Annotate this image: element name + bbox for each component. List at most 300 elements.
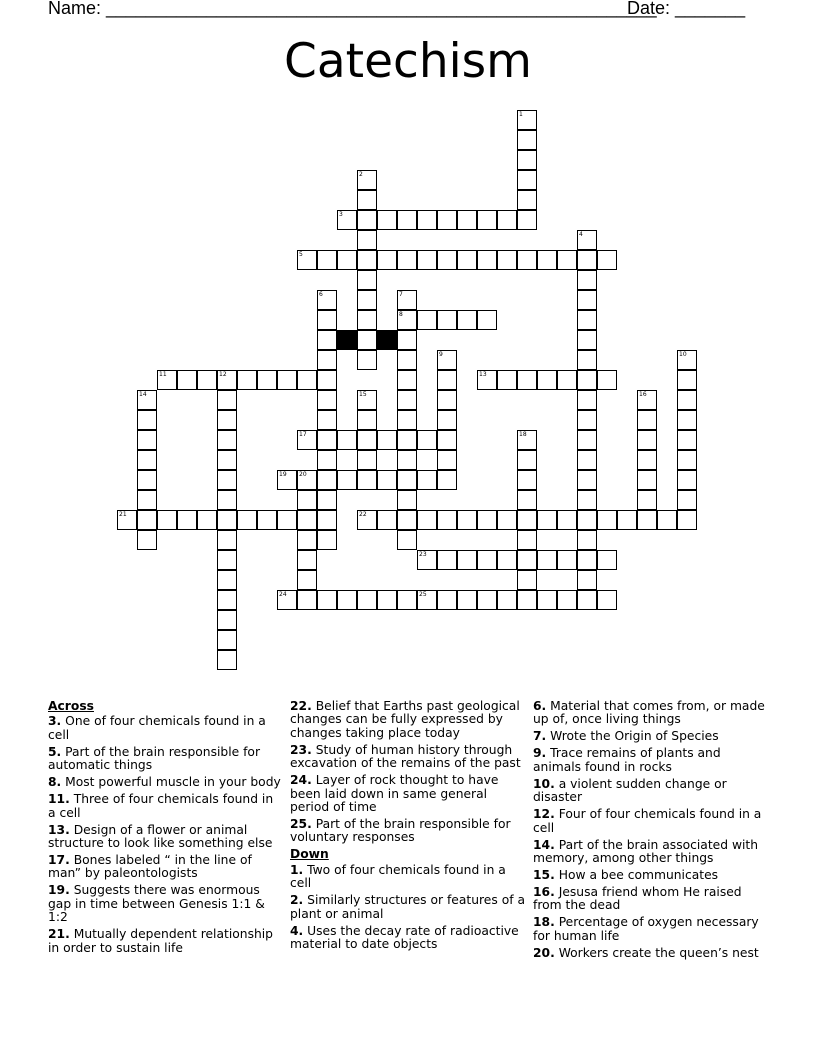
- grid-cell[interactable]: [317, 590, 337, 610]
- grid-cell[interactable]: [357, 510, 377, 530]
- grid-cell[interactable]: [277, 590, 297, 610]
- grid-cell[interactable]: [317, 410, 337, 430]
- grid-cell[interactable]: [457, 510, 477, 530]
- grid-cell[interactable]: [417, 470, 437, 490]
- grid-cell[interactable]: [297, 550, 317, 570]
- clue-item: [290, 864, 525, 891]
- across-clues-continued: [290, 700, 525, 845]
- clue-number: 23: [419, 551, 427, 558]
- grid-cell[interactable]: [477, 590, 497, 610]
- grid-cell[interactable]: [357, 310, 377, 330]
- clue-number: 2: [359, 171, 363, 178]
- grid-cell[interactable]: [357, 170, 377, 190]
- grid-cell[interactable]: [157, 510, 177, 530]
- grid-cell[interactable]: [237, 370, 257, 390]
- grid-cell[interactable]: [177, 370, 197, 390]
- grid-cell[interactable]: [517, 430, 537, 450]
- grid-cell[interactable]: [417, 210, 437, 230]
- clue-number-label: 12.: [533, 807, 555, 822]
- grid-cell[interactable]: [357, 190, 377, 210]
- grid-cell[interactable]: [217, 430, 237, 450]
- grid-cell[interactable]: [137, 430, 157, 450]
- grid-cell[interactable]: [577, 550, 597, 570]
- grid-cell[interactable]: [577, 290, 597, 310]
- grid-cell[interactable]: [497, 590, 517, 610]
- grid-cell[interactable]: [637, 430, 657, 450]
- clue-number-label: 14.: [533, 837, 555, 852]
- clue-item: [290, 700, 525, 740]
- clue-text: Layer of rock thought to have been laid down in same general period of time: [290, 773, 499, 815]
- grid-cell[interactable]: [517, 450, 537, 470]
- grid-cell[interactable]: [177, 510, 197, 530]
- grid-cell[interactable]: [597, 590, 617, 610]
- grid-cell[interactable]: [637, 390, 657, 410]
- grid-cell[interactable]: [317, 510, 337, 530]
- grid-cell[interactable]: [277, 470, 297, 490]
- grid-cell[interactable]: [437, 210, 457, 230]
- grid-cell[interactable]: [297, 370, 317, 390]
- grid-cell[interactable]: [537, 590, 557, 610]
- grid-cell[interactable]: [137, 390, 157, 410]
- grid-cell[interactable]: [377, 470, 397, 490]
- grid-cell[interactable]: [597, 510, 617, 530]
- grid-cell[interactable]: [457, 310, 477, 330]
- grid-cell[interactable]: [217, 450, 237, 470]
- clue-number-label: 23.: [290, 742, 312, 757]
- grid-cell[interactable]: [317, 370, 337, 390]
- clue-item: [48, 854, 283, 881]
- clue-number-label: 24.: [290, 773, 312, 788]
- clue-item: [48, 776, 283, 789]
- grid-cell[interactable]: [217, 630, 237, 650]
- clue-number-label: 7.: [533, 729, 547, 744]
- grid-cell[interactable]: [357, 450, 377, 470]
- grid-cell[interactable]: [357, 390, 377, 410]
- clue-number-label: 20.: [533, 945, 555, 960]
- grid-cell[interactable]: [117, 510, 137, 530]
- grid-cell[interactable]: [497, 510, 517, 530]
- grid-cell[interactable]: [437, 430, 457, 450]
- grid-cell[interactable]: [217, 370, 237, 390]
- grid-cell[interactable]: [597, 550, 617, 570]
- grid-cell[interactable]: [217, 610, 237, 630]
- grid-cell[interactable]: [437, 470, 457, 490]
- grid-cell[interactable]: [597, 370, 617, 390]
- clue-number-label: 25.: [290, 817, 312, 832]
- clue-text: Design of a flower or animal structure to look like something else: [48, 822, 273, 851]
- clue-text: Similarly structures or features of a plant or animal: [290, 893, 525, 921]
- grid-cell[interactable]: [317, 290, 337, 310]
- grid-cell[interactable]: [317, 430, 337, 450]
- clue-item: [48, 793, 283, 820]
- grid-cell[interactable]: [677, 490, 697, 510]
- grid-cell[interactable]: [217, 590, 237, 610]
- grid-cell[interactable]: [397, 410, 417, 430]
- grid-cell[interactable]: [197, 510, 217, 530]
- grid-cell[interactable]: [137, 490, 157, 510]
- grid-cell[interactable]: [357, 270, 377, 290]
- grid-cell[interactable]: [497, 550, 517, 570]
- grid-cell[interactable]: [357, 290, 377, 310]
- grid-cell[interactable]: [137, 450, 157, 470]
- grid-cell[interactable]: [257, 510, 277, 530]
- grid-cell[interactable]: [217, 650, 237, 670]
- grid-cell[interactable]: [217, 550, 237, 570]
- grid-cell[interactable]: [317, 350, 337, 370]
- clue-item: [48, 824, 283, 851]
- grid-cell[interactable]: [217, 410, 237, 430]
- grid-cell[interactable]: [337, 210, 357, 230]
- clue-item: [48, 884, 283, 924]
- grid-cell[interactable]: [397, 250, 417, 270]
- clue-item: [290, 894, 525, 921]
- clue-number: 19: [279, 471, 287, 478]
- grid-cell[interactable]: [317, 310, 337, 330]
- grid-cell[interactable]: [417, 430, 437, 450]
- grid-cell[interactable]: [437, 310, 457, 330]
- clue-text: Three of four chemicals found in a cell: [48, 792, 274, 820]
- clue-number: 25: [419, 591, 427, 598]
- clue-number: 22: [359, 511, 367, 518]
- grid-cell[interactable]: [557, 550, 577, 570]
- clue-text: Part of the brain responsible for automatic things: [48, 744, 261, 773]
- grid-cell[interactable]: [677, 470, 697, 490]
- clue-item: [48, 746, 283, 773]
- grid-cell[interactable]: [217, 390, 237, 410]
- grid-cell[interactable]: [297, 530, 317, 550]
- grid-cell[interactable]: [417, 250, 437, 270]
- clue-text: Suggests there was enormous gap in time between Genesis 1:1 & 1:2: [48, 883, 265, 925]
- grid-cell[interactable]: [397, 470, 417, 490]
- grid-cell[interactable]: [197, 370, 217, 390]
- grid-cell[interactable]: [577, 410, 597, 430]
- grid-cell[interactable]: [577, 390, 597, 410]
- grid-cell[interactable]: [437, 450, 457, 470]
- grid-cell[interactable]: [437, 350, 457, 370]
- grid-cell[interactable]: [577, 370, 597, 390]
- grid-cell[interactable]: [317, 530, 337, 550]
- grid-cell[interactable]: [497, 370, 517, 390]
- grid-cell[interactable]: [577, 570, 597, 590]
- grid-cell[interactable]: [477, 310, 497, 330]
- grid-cell[interactable]: [297, 590, 317, 610]
- across-heading: Across: [48, 699, 94, 713]
- clue-text: Most powerful muscle in your body: [61, 775, 281, 790]
- grid-cell[interactable]: [637, 470, 657, 490]
- clue-item: [290, 744, 525, 771]
- clue-number: 20: [299, 471, 307, 478]
- blocked-cell: [377, 330, 397, 350]
- grid-cell[interactable]: [417, 590, 437, 610]
- grid-cell[interactable]: [677, 390, 697, 410]
- grid-cell[interactable]: [317, 250, 337, 270]
- grid-cell[interactable]: [457, 550, 477, 570]
- grid-cell[interactable]: [557, 370, 577, 390]
- clue-number: 24: [279, 591, 287, 598]
- grid-cell[interactable]: [397, 370, 417, 390]
- clue-number: 4: [579, 231, 583, 238]
- grid-cell[interactable]: [357, 230, 377, 250]
- grid-cell[interactable]: [317, 490, 337, 510]
- grid-cell[interactable]: [457, 590, 477, 610]
- clue-text: Trace remains of plants and animals found in rocks: [533, 746, 721, 774]
- grid-cell[interactable]: [377, 210, 397, 230]
- clue-text: How a bee communicates: [554, 868, 719, 883]
- grid-cell[interactable]: [477, 370, 497, 390]
- grid-cell[interactable]: [517, 170, 537, 190]
- grid-cell[interactable]: [337, 590, 357, 610]
- clue-number: 17: [299, 431, 307, 438]
- clue-number-label: 1.: [290, 862, 304, 877]
- grid-cell[interactable]: [517, 590, 537, 610]
- grid-cell[interactable]: [577, 330, 597, 350]
- grid-cell[interactable]: [417, 550, 437, 570]
- clue-text: a violent sudden change or disaster: [533, 776, 727, 805]
- grid-cell[interactable]: [437, 370, 457, 390]
- grid-cell[interactable]: [377, 510, 397, 530]
- grid-cell[interactable]: [217, 530, 237, 550]
- grid-cell[interactable]: [397, 330, 417, 350]
- grid-cell[interactable]: [577, 270, 597, 290]
- grid-cell[interactable]: [577, 490, 597, 510]
- grid-cell[interactable]: [657, 510, 677, 530]
- grid-cell[interactable]: [397, 350, 417, 370]
- grid-cell[interactable]: [217, 570, 237, 590]
- grid-cell[interactable]: [637, 410, 657, 430]
- grid-cell[interactable]: [397, 430, 417, 450]
- grid-cell[interactable]: [377, 430, 397, 450]
- clue-number: 10: [679, 351, 687, 358]
- clue-number-label: 15.: [533, 868, 555, 883]
- grid-cell[interactable]: [297, 250, 317, 270]
- grid-cell[interactable]: [457, 250, 477, 270]
- grid-cell[interactable]: [397, 590, 417, 610]
- grid-cell[interactable]: [517, 510, 537, 530]
- grid-cell[interactable]: [397, 290, 417, 310]
- grid-cell[interactable]: [337, 470, 357, 490]
- grid-cell[interactable]: [417, 510, 437, 530]
- down-clues: [290, 864, 525, 952]
- grid-cell[interactable]: [637, 450, 657, 470]
- clue-number: 13: [479, 371, 487, 378]
- grid-cell[interactable]: [477, 510, 497, 530]
- grid-cell[interactable]: [577, 230, 597, 250]
- grid-cell[interactable]: [577, 450, 597, 470]
- grid-cell[interactable]: [357, 350, 377, 370]
- grid-cell[interactable]: [577, 590, 597, 610]
- grid-cell[interactable]: [317, 470, 337, 490]
- grid-cell[interactable]: [317, 330, 337, 350]
- grid-cell[interactable]: [437, 590, 457, 610]
- grid-cell[interactable]: [677, 510, 697, 530]
- grid-cell[interactable]: [537, 550, 557, 570]
- clue-number-label: 2.: [290, 893, 304, 908]
- clue-text: Material that comes from, or made up of, once living things: [533, 699, 765, 727]
- blocked-cell: [337, 330, 357, 350]
- clue-item: [290, 818, 525, 845]
- grid-cell[interactable]: [357, 330, 377, 350]
- clue-number-label: 4.: [290, 923, 304, 938]
- grid-cell[interactable]: [337, 430, 357, 450]
- clue-number-label: 21.: [48, 927, 70, 942]
- grid-cell[interactable]: [397, 310, 417, 330]
- grid-cell[interactable]: [677, 450, 697, 470]
- grid-cell[interactable]: [357, 250, 377, 270]
- clue-number: 7: [399, 291, 403, 298]
- clue-item: [290, 774, 525, 814]
- name-field-label: Name: _______________________________________________________: [48, 0, 657, 18]
- clue-item: [48, 928, 283, 955]
- grid-cell[interactable]: [577, 310, 597, 330]
- grid-cell[interactable]: [517, 190, 537, 210]
- clues-column-1: [48, 700, 283, 959]
- grid-cell[interactable]: [257, 370, 277, 390]
- grid-cell[interactable]: [437, 410, 457, 430]
- clue-number-label: 18.: [533, 915, 555, 930]
- grid-cell[interactable]: [397, 450, 417, 470]
- grid-cell[interactable]: [397, 390, 417, 410]
- grid-cell[interactable]: [297, 490, 317, 510]
- grid-cell[interactable]: [577, 350, 597, 370]
- grid-cell[interactable]: [677, 410, 697, 430]
- clue-text: Part of the brain responsible for voluntary responses: [290, 817, 511, 845]
- clue-number: 11: [159, 371, 167, 378]
- grid-cell[interactable]: [377, 250, 397, 270]
- clue-text: Study of human history through excavation of the remains of the past: [290, 742, 521, 771]
- grid-cell[interactable]: [317, 450, 337, 470]
- clue-number: 6: [319, 291, 323, 298]
- grid-cell[interactable]: [437, 390, 457, 410]
- grid-cell[interactable]: [297, 510, 317, 530]
- clue-number: 3: [339, 211, 343, 218]
- grid-cell[interactable]: [517, 130, 537, 150]
- clue-number-label: 10.: [533, 776, 555, 791]
- grid-cell[interactable]: [297, 470, 317, 490]
- grid-cell[interactable]: [217, 490, 237, 510]
- grid-cell[interactable]: [577, 470, 597, 490]
- clue-item: [533, 700, 768, 727]
- grid-cell[interactable]: [537, 370, 557, 390]
- grid-cell[interactable]: [397, 530, 417, 550]
- clue-item: [533, 839, 768, 866]
- grid-cell[interactable]: [477, 250, 497, 270]
- grid-cell[interactable]: [437, 250, 457, 270]
- clue-text: Jesusa friend whom He raised from the dead: [533, 885, 742, 913]
- grid-cell[interactable]: [237, 510, 257, 530]
- down-heading: Down: [290, 847, 329, 862]
- grid-cell[interactable]: [557, 590, 577, 610]
- clue-item: [533, 778, 768, 805]
- grid-cell[interactable]: [497, 210, 517, 230]
- grid-cell[interactable]: [477, 210, 497, 230]
- grid-cell[interactable]: [277, 510, 297, 530]
- grid-cell[interactable]: [677, 350, 697, 370]
- grid-cell[interactable]: [357, 590, 377, 610]
- clue-number-label: 6.: [533, 699, 547, 713]
- grid-cell[interactable]: [217, 510, 237, 530]
- grid-cell[interactable]: [497, 250, 517, 270]
- clue-item: [533, 730, 768, 743]
- grid-cell[interactable]: [637, 490, 657, 510]
- grid-cell[interactable]: [417, 310, 437, 330]
- grid-cell[interactable]: [577, 430, 597, 450]
- clue-text: Workers create the queen’s nest: [554, 945, 759, 960]
- clue-text: One of four chemicals found in a cell: [48, 714, 266, 742]
- grid-cell[interactable]: [137, 410, 157, 430]
- grid-cell[interactable]: [397, 210, 417, 230]
- clue-item: [533, 747, 768, 774]
- grid-cell[interactable]: [517, 550, 537, 570]
- grid-cell[interactable]: [357, 210, 377, 230]
- grid-cell[interactable]: [277, 370, 297, 390]
- grid-cell[interactable]: [577, 530, 597, 550]
- grid-cell[interactable]: [477, 550, 497, 570]
- grid-cell[interactable]: [577, 510, 597, 530]
- grid-cell[interactable]: [517, 250, 537, 270]
- grid-cell[interactable]: [137, 510, 157, 530]
- grid-cell[interactable]: [517, 530, 537, 550]
- grid-cell[interactable]: [517, 370, 537, 390]
- clue-number-label: 8.: [48, 775, 62, 790]
- clue-number: 15: [359, 391, 367, 398]
- grid-cell[interactable]: [677, 370, 697, 390]
- grid-cell[interactable]: [457, 210, 477, 230]
- grid-cell[interactable]: [337, 250, 357, 270]
- grid-cell[interactable]: [557, 250, 577, 270]
- date-field-label: Date: _______: [627, 0, 746, 18]
- grid-cell[interactable]: [297, 430, 317, 450]
- grid-cell[interactable]: [377, 590, 397, 610]
- grid-cell[interactable]: [517, 110, 537, 130]
- grid-cell[interactable]: [397, 490, 417, 510]
- grid-cell[interactable]: [357, 430, 377, 450]
- grid-cell[interactable]: [517, 470, 537, 490]
- grid-cell[interactable]: [397, 510, 417, 530]
- clue-item: [533, 886, 768, 913]
- grid-cell[interactable]: [617, 510, 637, 530]
- grid-cell[interactable]: [357, 410, 377, 430]
- grid-cell[interactable]: [517, 570, 537, 590]
- grid-cell[interactable]: [637, 510, 657, 530]
- grid-cell[interactable]: [677, 430, 697, 450]
- clue-number-label: 17.: [48, 853, 70, 868]
- grid-cell[interactable]: [297, 570, 317, 590]
- grid-cell[interactable]: [597, 250, 617, 270]
- grid-cell[interactable]: [437, 510, 457, 530]
- grid-cell[interactable]: [537, 250, 557, 270]
- grid-cell[interactable]: [517, 490, 537, 510]
- clue-item: [48, 715, 283, 742]
- grid-cell[interactable]: [317, 390, 337, 410]
- grid-cell[interactable]: [357, 470, 377, 490]
- clue-text: Percentage of oxygen necessary for human life: [533, 915, 759, 943]
- clue-item: [533, 808, 768, 835]
- grid-cell[interactable]: [217, 470, 237, 490]
- grid-cell[interactable]: [137, 530, 157, 550]
- grid-cell[interactable]: [157, 370, 177, 390]
- clue-number-label: 9.: [533, 746, 547, 761]
- grid-cell[interactable]: [537, 510, 557, 530]
- grid-cell[interactable]: [517, 210, 537, 230]
- grid-cell[interactable]: [137, 470, 157, 490]
- clue-number: 18: [519, 431, 527, 438]
- clue-item: [533, 869, 768, 882]
- grid-cell[interactable]: [557, 510, 577, 530]
- grid-cell[interactable]: [577, 250, 597, 270]
- clue-number: 9: [439, 351, 443, 358]
- grid-cell[interactable]: [437, 550, 457, 570]
- grid-cell[interactable]: [517, 150, 537, 170]
